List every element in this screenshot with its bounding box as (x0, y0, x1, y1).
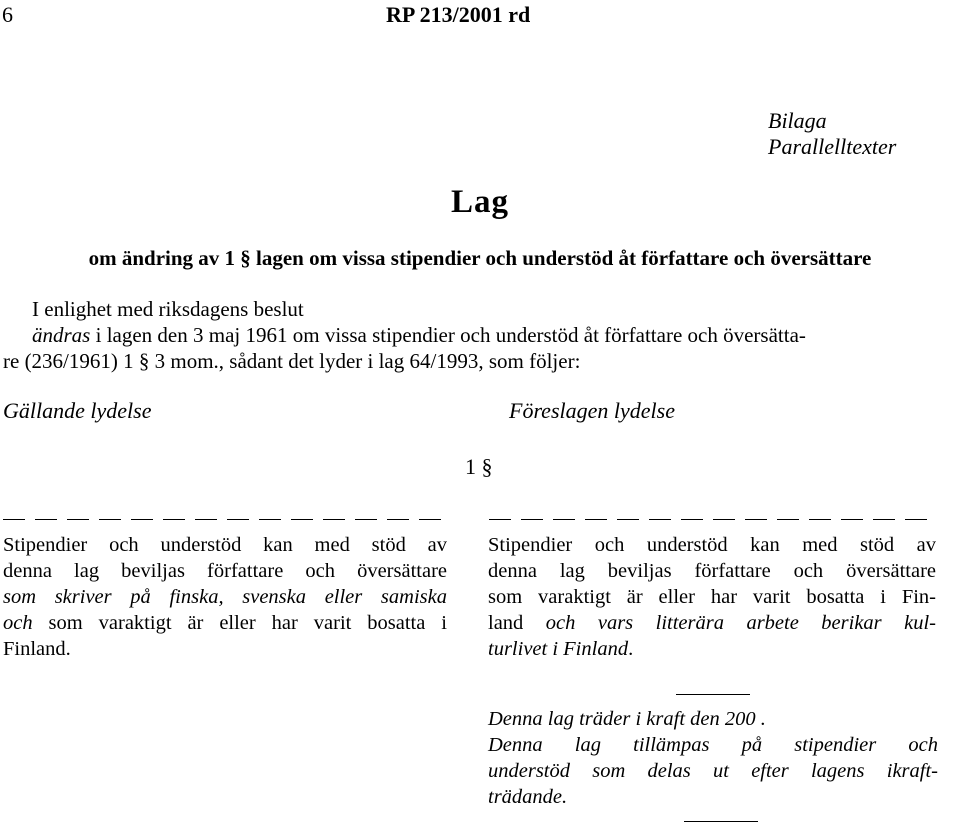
proposed-wording-heading: Föreslagen lydelse (509, 398, 675, 423)
intro-line-2-rest: i lagen den 3 maj 1961 om vissa stipendier och understöd åt författare och översätta- (90, 323, 806, 347)
intro-line-2 (32, 322, 806, 348)
law-subtitle: om ändring av 1 § lagen om vissa stipendier och understöd åt författare och översättare (88, 246, 872, 270)
right-line-4-italic: och vars litterära arbete berikar kul- (545, 612, 936, 634)
annex-line-2: Parallelltexter (768, 134, 897, 159)
right-line-2: denna lag beviljas författare och översättare (488, 560, 936, 582)
left-omission-dashes (3, 519, 441, 520)
footer-line-3: understöd som delas ut efter lagens ikraft- (488, 760, 938, 782)
footer-line-4: trädande. (488, 786, 568, 808)
separator-rule-top (676, 694, 750, 695)
left-line-5: Finland. (3, 638, 71, 660)
annex-line-1: Bilaga (768, 108, 827, 133)
separator-rule-bottom (684, 821, 758, 822)
footer-line-1: Denna lag träder i kraft den 200 . (488, 708, 766, 730)
intro-line-3: re (236/1961) 1 § 3 mom., sådant det lyder i lag 64/1993, som följer: (3, 349, 581, 373)
left-line-4-rest: som varaktigt är eller har varit bosatta i (32, 612, 447, 634)
left-line-4 (3, 610, 447, 636)
entry-into-force-text (488, 706, 938, 810)
right-line-5 (488, 636, 936, 662)
intro-paragraph (3, 296, 806, 374)
intro-line-1: I enlighet med riksdagens beslut (32, 297, 304, 321)
footer-line-2: Denna lag tillämpas på stipendier och (488, 734, 938, 756)
right-line-1: Stipendier och understöd kan med stöd av (488, 534, 936, 556)
section-mark: 1 § (465, 454, 493, 479)
left-line-4-italic: och (3, 612, 33, 634)
document-reference: RP 213/2001 rd (386, 2, 531, 27)
proposed-wording-text (488, 532, 936, 662)
law-title: Lag (450, 184, 509, 220)
right-line-3: som varaktigt är eller har varit bosatta i Fin- (488, 586, 936, 608)
right-line-5-rest: . (628, 638, 634, 660)
intro-amend-verb: ändras (32, 323, 91, 347)
current-wording-text (3, 532, 447, 662)
annex-label (768, 108, 896, 160)
page-number: 6 (2, 2, 13, 27)
left-line-2: denna lag beviljas författare och översättare (3, 560, 447, 582)
left-line-1: Stipendier och understöd kan med stöd av (3, 534, 447, 556)
right-omission-dashes (489, 519, 927, 520)
current-wording-heading: Gällande lydelse (3, 398, 152, 423)
right-line-4-plain: land (488, 612, 546, 634)
right-line-5-italic: turlivet i Finland (488, 638, 629, 660)
left-line-3: som skriver på finska, svenska eller samiska (3, 586, 447, 608)
right-line-4 (488, 610, 936, 636)
